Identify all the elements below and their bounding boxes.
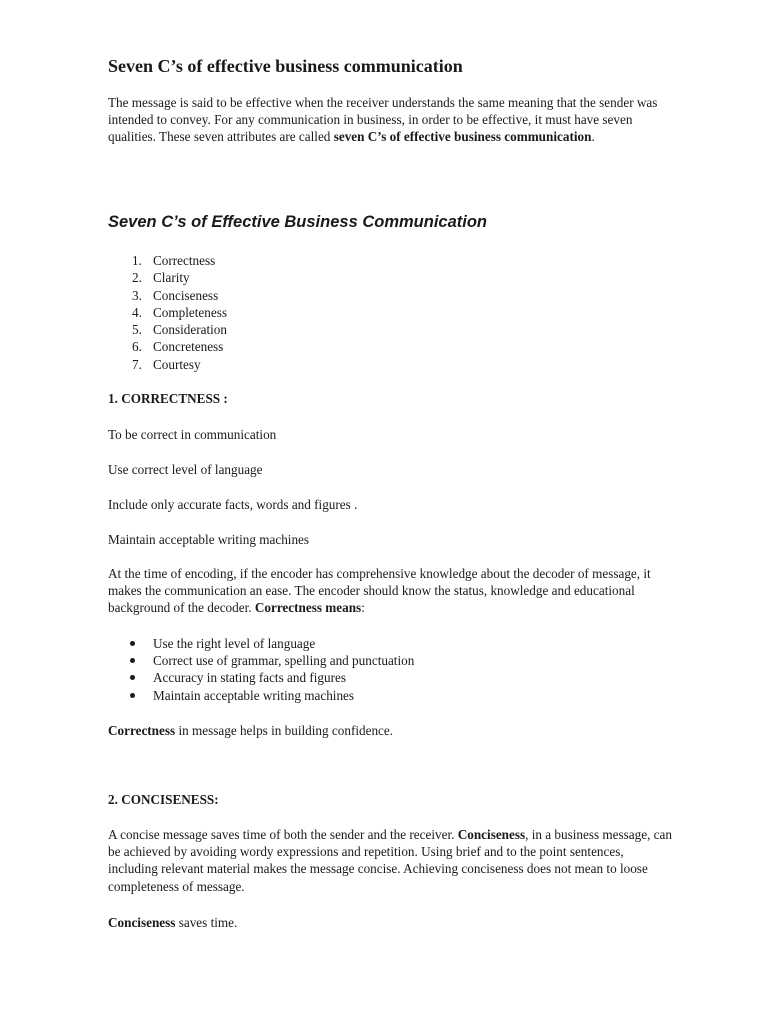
conciseness-heading: 2. CONCISENESS:	[108, 792, 219, 807]
correctness-closing-text: in message helps in building confidence.	[175, 723, 394, 738]
conciseness-bold: Conciseness	[457, 827, 526, 842]
correctness-means-bold: Correctness means	[254, 600, 362, 616]
list-subheading: Seven C’s of Effective Business Communication	[108, 213, 488, 231]
correctness-line: Include only accurate facts, words and figures .	[108, 497, 358, 512]
list-item	[108, 321, 227, 338]
list-label: Courtesy	[153, 356, 201, 372]
intro-bold-text: seven C’s of effective business communication	[333, 129, 592, 145]
correctness-paragraph-text: At the time of encoding, if the encoder has comprehensive knowledge about the decoder of message, it makes the communication an ease. The encoder should know the status, knowledge and educational background of the decoder.	[108, 566, 651, 616]
list-number: 5.	[132, 322, 142, 338]
list-number: 2.	[132, 270, 142, 286]
list-number: 6.	[132, 339, 142, 355]
intro-text: The message is said to be effective when the receiver understands the same meaning that the sender was intended to convey. For any communication in business, in order to be effective, it must have seven qualities. These seven attributes are called	[108, 95, 658, 145]
conciseness-paragraph-text-2: , in a business message, can be achieved by avoiding wordy expressions and repetition. Using brief and to the point sentences, including relevant material makes the message concise. Achieving conciseness does not mean to loose completeness of message.	[108, 827, 672, 894]
bullet-text: Maintain acceptable writing machines	[153, 687, 355, 703]
list-number: 4.	[132, 304, 142, 320]
bullet-icon	[130, 693, 135, 698]
bullet-text: Use the right level of language	[153, 636, 316, 651]
correctness-closing	[108, 722, 674, 739]
list-label: Consideration	[153, 322, 227, 338]
correctness-line: Use correct level of language	[108, 462, 263, 477]
list-label: Conciseness	[153, 287, 219, 303]
correctness-paragraph	[108, 565, 674, 617]
list-label: Correctness	[153, 253, 216, 268]
conciseness-paragraph	[108, 826, 674, 895]
bullet-item	[108, 687, 414, 704]
correctness-line: Maintain acceptable writing machines	[108, 532, 310, 547]
bullet-item	[108, 652, 414, 669]
list-label: Concreteness	[153, 339, 224, 355]
bullet-icon	[130, 641, 135, 646]
seven-cs-list	[108, 252, 227, 373]
bullet-text: Correct use of grammar, spelling and punctuation	[153, 653, 415, 669]
correctness-heading: 1. CORRECTNESS :	[108, 391, 228, 406]
intro-paragraph	[108, 94, 674, 146]
list-item	[108, 304, 227, 321]
bullet-text: Accuracy in stating facts and figures	[153, 670, 346, 686]
correctness-closing-bold: Correctness	[108, 723, 176, 738]
list-number: 7.	[132, 356, 142, 372]
bullet-item	[108, 635, 414, 652]
intro-end: .	[591, 129, 595, 145]
conciseness-paragraph-text: A concise message saves time of both the sender and the receiver.	[108, 827, 458, 842]
correctness-paragraph-end: :	[361, 600, 365, 616]
list-number: 1.	[132, 253, 142, 268]
list-item	[108, 287, 227, 304]
correctness-bullet-list	[108, 635, 414, 704]
bullet-icon	[130, 675, 135, 680]
list-item	[108, 356, 227, 373]
bullet-item	[108, 669, 414, 686]
bullet-icon	[130, 658, 135, 663]
conciseness-closing	[108, 914, 674, 931]
document-title: Seven C’s of effective business communication	[108, 56, 463, 76]
list-label: Completeness	[153, 304, 227, 320]
list-number: 3.	[132, 287, 142, 303]
correctness-line: To be correct in communication	[108, 427, 277, 442]
conciseness-closing-bold: Conciseness	[108, 915, 176, 930]
list-item	[108, 269, 227, 286]
list-item	[108, 252, 227, 269]
conciseness-closing-text: saves time.	[175, 915, 238, 930]
list-label: Clarity	[153, 270, 190, 286]
list-item	[108, 338, 227, 355]
